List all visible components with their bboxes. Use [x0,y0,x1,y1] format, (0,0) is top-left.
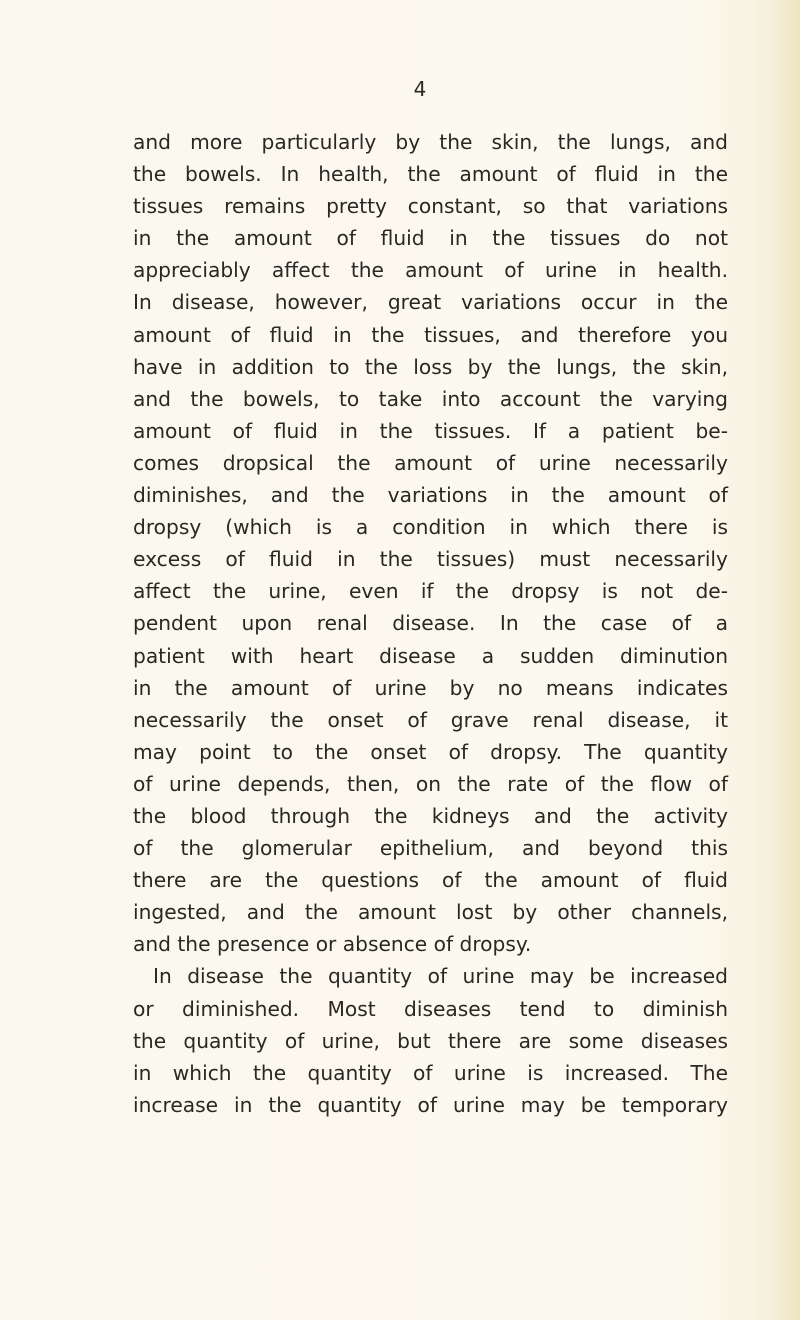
body-text [133,126,728,1121]
text-line: and more particularly by the skin, the lungs, and [133,130,728,154]
text-line: or diminished. Most diseases tend to diminish [133,996,728,1021]
text-line: necessarily the onset of grave renal disease, it [133,707,728,732]
text-line: and the bowels, to take into account the varying [133,386,728,411]
text-line: dropsy (which is a condition in which there is [133,515,728,540]
text-line: the blood through the kidneys and the activity [133,803,728,828]
text-line: amount of fluid in the tissues. If a patient be- [133,418,728,443]
text-line: tissues remains pretty constant, so that variations [133,194,728,219]
text-line: pendent upon renal disease. In the case of a [133,611,728,636]
page-edge-shading [772,0,800,1320]
text-line: affect the urine, even if the dropsy is not de- [133,579,728,604]
text-line: have in addition to the loss by the lungs, the skin, [133,354,728,379]
text-line: ingested, and the amount lost by other channels, [133,900,728,925]
text-line: in which the quantity of urine is increased. The [133,1060,728,1085]
text-line: In disease, however, great variations occur in the [133,290,728,315]
text-line: in the amount of urine by no means indicates [133,675,728,700]
text-line: the bowels. In health, the amount of fluid in the [133,162,728,187]
text-line: increase in the quantity of urine may be temporary [133,1092,728,1117]
text-line: of the glomerular epithelium, and beyond this [133,836,728,861]
text-line-paragraph-start: In disease the quantity of urine may be increased [153,964,728,989]
text-line: may point to the onset of dropsy. The quantity [133,739,728,764]
text-line: the quantity of urine, but there are some diseases [133,1028,728,1053]
text-line: amount of fluid in the tissues, and therefore you [133,322,728,347]
page-number: 4 [413,77,427,101]
text-line: appreciably affect the amount of urine in health. [133,258,728,283]
text-line: patient with heart disease a sudden diminution [133,643,728,668]
text-line: of urine depends, then, on the rate of the flow of [133,771,728,796]
text-line: in the amount of fluid in the tissues do not [133,226,728,251]
text-line: excess of fluid in the tissues) must necessarily [133,547,728,572]
text-line: there are the questions of the amount of fluid [133,868,728,893]
text-line: diminishes, and the variations in the amount of [133,483,728,508]
text-line-paragraph-end: and the presence or absence of dropsy. [133,932,532,957]
text-line: comes dropsical the amount of urine necessarily [133,450,728,475]
